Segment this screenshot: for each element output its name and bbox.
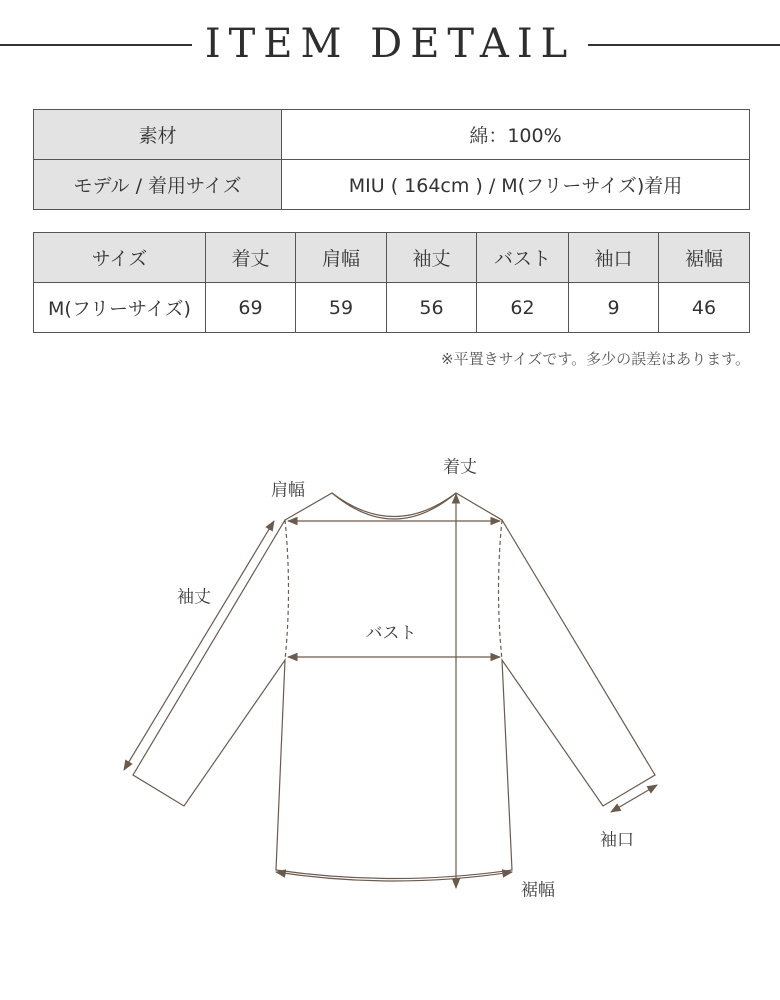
header-size: サイズ	[34, 233, 206, 283]
label-shoulder: 肩幅	[271, 480, 305, 501]
cell-size: M(フリーサイズ)	[34, 283, 206, 333]
material-value: 綿：100%	[282, 110, 750, 160]
title-text: ITEM DETAIL	[204, 21, 576, 67]
cell-length: 69	[206, 283, 296, 333]
label-hem: 裾幅	[521, 880, 555, 901]
model-size-value: MIU ( 164cm ) / M(フリーサイズ)着用	[282, 160, 750, 210]
cell-bust: 62	[477, 283, 569, 333]
header-bust: バスト	[477, 233, 569, 283]
model-size-label: モデル / 着用サイズ	[34, 160, 282, 210]
size-note: ※平置きサイズです。多少の誤差はあります。	[441, 350, 750, 368]
cell-cuff: 9	[569, 283, 659, 333]
garment-outline	[133, 493, 655, 879]
label-cuff: 袖口	[600, 830, 634, 851]
measure-arrows	[124, 494, 657, 888]
header-length: 着丈	[206, 233, 296, 283]
cell-hem: 46	[659, 283, 750, 333]
header-shoulder: 肩幅	[296, 233, 387, 283]
header-hem: 裾幅	[659, 233, 750, 283]
label-sleeve: 袖丈	[177, 587, 211, 608]
cell-sleeve: 56	[387, 283, 477, 333]
header-cuff: 袖口	[569, 233, 659, 283]
label-bust: バスト	[365, 623, 417, 644]
material-label: 素材	[34, 110, 282, 160]
sleeve-arrow	[124, 521, 274, 770]
header-sleeve: 袖丈	[387, 233, 477, 283]
hem-arrow	[276, 872, 512, 881]
cell-shoulder: 59	[296, 283, 387, 333]
cuff-arrow	[611, 785, 657, 812]
label-length: 着丈	[443, 457, 477, 478]
